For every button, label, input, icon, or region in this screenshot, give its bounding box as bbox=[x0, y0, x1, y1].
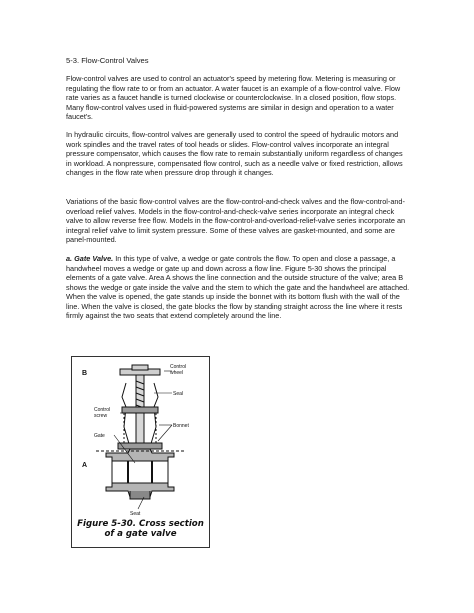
figure-caption-line2: of a gate valve bbox=[104, 529, 177, 539]
seat-label: Seat bbox=[130, 511, 141, 517]
area-a-label: A bbox=[82, 462, 88, 469]
control-wheel-label-line1: Control bbox=[170, 364, 187, 370]
figure-gate-valve bbox=[71, 356, 210, 548]
gate-valve-run-in: a. Gate Valve. bbox=[66, 254, 114, 263]
handwheel-icon bbox=[120, 365, 160, 375]
control-screw-label-line1: Control bbox=[94, 407, 111, 413]
control-wheel-label-line2: wheel bbox=[170, 370, 184, 376]
paragraph-intro: Flow-control valves are used to control an actuator's speed by metering flow. Metering is measuring or regulating the flow rate to or from an actuator. A water faucet is an example of a flow-control valve. Flow rate varies as a faucet handle is turned clockwise or counterclockwise. In a closed position, flow stops. Many flow-control valves used in fluid-powered systems are similar in design and operation to a water faucet's. bbox=[66, 74, 401, 121]
valve-body-icon bbox=[106, 449, 174, 499]
section-heading: 5-3. Flow-Control Valves bbox=[66, 56, 149, 65]
seal-label: Seal bbox=[173, 391, 184, 397]
control-screw-label-line2: screw bbox=[94, 413, 108, 419]
figure-caption-line1: Figure 5-30. Cross section bbox=[77, 519, 204, 529]
bonnet-label: Bonnet bbox=[173, 423, 189, 429]
paragraph-hydraulic-circuits: In hydraulic circuits, flow-control valves are generally used to control the speed of hydraulic motors and work spindles and the travel rates of tool heads or slides. Flow-control valves incorporate an integral pressure compensator, which causes the flow rate to remain substantially uniform regardless of changes in workload. A nonpressure, compensated flow control, such as a needle valve or fixed restriction, allows changes in the flow rate when pressure drop through it changes. bbox=[66, 130, 403, 177]
gate-valve-text: In this type of valve, a wedge or gate controls the flow. To open and close a passage, a handwheel moves a wedge or gate up and down across a flow line. Figure 5-30 shows the principal elements of a gate valve. Area A shows the line connection and the outside structure of the valve; area B shows the wedge or gate inside the valve and the stem to which the gate and the handwheel are attached. When the valve is opened, the gate stands up inside the bonnet with its bottom flush with the wall of the line. When the valve is closed, the gate blocks the flow by standing straight across the line where it rests firmly against the two seats that extend completely around the line. bbox=[66, 254, 410, 320]
gate-label: Gate bbox=[94, 433, 105, 439]
paragraph-variations: Variations of the basic flow-control valves are the flow-control-and-check valves and the flow-control-and-overload relief valves. Models in the flow-control-and-check-valve series incorporate an integral check valve to allow reverse free flow. Models in the flow-control-and-overload-relief-valve series incorporate an integral relief valve to limit system pressure. Some of these valves are gasket-mounted, and some are panel-mounted. bbox=[66, 197, 406, 244]
paragraph-gate-valve bbox=[66, 254, 410, 321]
area-b-label: B bbox=[82, 370, 88, 377]
